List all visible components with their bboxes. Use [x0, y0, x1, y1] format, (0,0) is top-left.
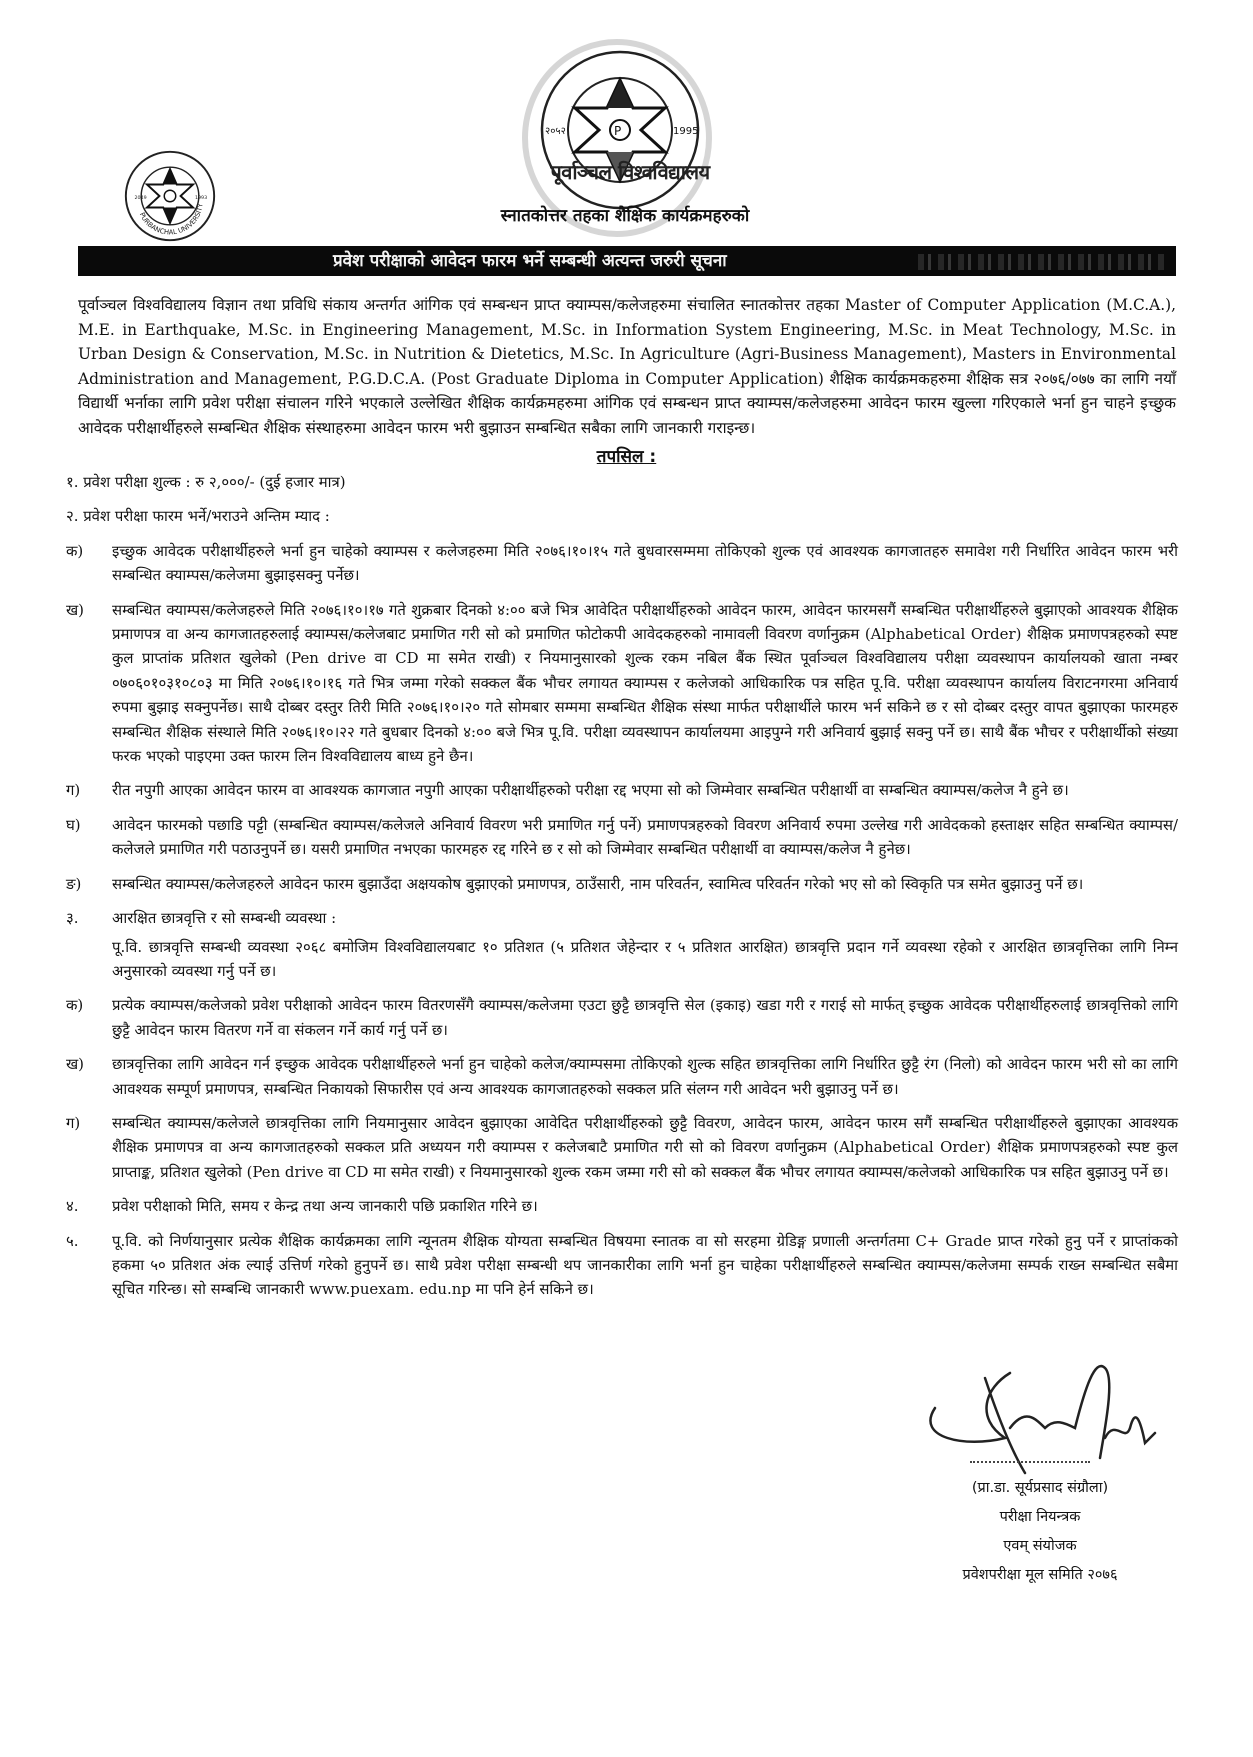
item-text: आवेदन फारमको पछाडि पट्टी (सम्बन्धित क्याम्पस/कलेजले अनिवार्य विवरण भरी प्रमाणित गर्नु पर्ने) प्रमाणपत्रहरुको विवरण अनिवार्य रुपमा उल्लेख गरी आवेदकको हस्ताक्षर सहित सम्बन्धित क्याम्पस/कलेजले प्रमाणित गरी पठाउनुपर्ने छ। यसरी प्रमाणित नभएका फारमहरु रद्द गरिने छ र सो को जिम्मेवार सम्बन्धित परीक्षार्थी वा क्याम्पस/कलेज नै हुनेछ।	[112, 815, 1178, 859]
list-item	[66, 1229, 1178, 1302]
item-marker: ङ)	[66, 874, 82, 893]
item-text: रीत नपुगी आएका आवेदन फारम वा आवश्यक कागजात नपुगी आएका परीक्षार्थीहरुको परीक्षा रद्द भएमा सो को जिम्मेवार सम्बन्धित परीक्षार्थी वा सम्बन्धित क्याम्पस/कलेज नै हुने छ।	[112, 781, 1069, 800]
notice-body	[66, 470, 1178, 1312]
list-item	[66, 1111, 1178, 1184]
item-marker: क)	[66, 541, 84, 560]
seal-university-name: पूर्वाञ्चल विश्वविद्यालय	[550, 160, 710, 184]
signature-line	[970, 1461, 1090, 1463]
list-item	[66, 813, 1178, 862]
item-text: सम्बन्धित क्याम्पस/कलेजहरुले मिति २०७६।१०।१७ गते शुक्रबार दिनको ४:०० बजे भित्र आवेदित परीक्षार्थीहरुको आवेदन फारम, आवेदन फारमसगैं सम्बन्धित परीक्षार्थीहरुले बुझाएको आवश्यक शैक्षिक प्रमाणपत्र वा अन्य कागजातहरुलाई क्याम्पस/कलेजबाट प्रमाणित गरी सो को प्रमाणित फोटोकपी आवेदकहरुको नामावली विवरण वर्णानुक्रम (Alphabetical Order) शैक्षिक प्रमाणपत्रहरुको स्पष्ट कुल प्राप्तांक प्रतिशत खुलेको (Pen drive वा CD मा समेत राखी) र नियमानुसारको शुल्क रकम नबिल बैंक स्थित पूर्वाञ्चल विश्वविद्यालय परीक्षा व्यवस्थापन कार्यालयको खाता नम्बर ०७०६०१०३१०८०३ मा मिति २०७६।१०।१६ गते भित्र जम्मा गरेको सक्कल बैंक भौचर लगायत क्याम्पस र कलेजको आधिकारिक पत्र सहित पू.वि. परीक्षा व्यवस्थापन कार्यालय विराटनगरमा अनिवार्य रुपमा बुझाइ सक्नुपर्नेछ। साथै दोब्बर दस्तुर तिरी मिति २०७६।१०।२० गते सोमबार सम्ममा सम्बन्धित शैक्षिक संस्था मार्फत परीक्षार्थीले फारम भर्न सकिने छ र सो दोब्बर दस्तुर वापत बुझाएका फारमहरु सम्बन्धित शैक्षिक संस्थाले मिति २०७६।१०।२२ गते बुधबार दिनको ४:०० बजे भित्र पू.वि. परीक्षा व्यवस्थापन कार्यालयमा आइपुग्ने गरी अनिवार्य बुझाई सक्नु पर्ने छ। साथै बैंक भौचर र परीक्षार्थीको संख्या फरक भएको पाइएमा उक्त फारम लिन विश्वविद्यालय बाध्य हुने छैन।	[112, 600, 1178, 766]
svg-text:1993: 1993	[194, 195, 208, 201]
item-marker: ख)	[66, 1055, 84, 1074]
item-marker: ग)	[66, 1113, 81, 1132]
item-marker: ३.	[66, 909, 79, 928]
svg-text:1995: 1995	[673, 126, 699, 137]
list-item-scholarship	[66, 906, 1178, 930]
item-text: पू.वि. को निर्णयानुसार प्रत्येक शैक्षिक कार्यक्रमका लागि न्यूनतम शैक्षिक योग्यता सम्बन्धित विषयमा स्नातक वा सो सरहमा ग्रेडिङ्ग प्रणाली अन्तर्गतमा C+ Grade प्राप्त गरेको हुनु पर्ने र प्राप्तांकको हकमा ५० प्रतिशत अंक ल्याई उत्तिर्ण गरेको हुनुपर्ने छ। साथै प्रवेश परीक्षा सम्बन्धी थप जानकारीका लागि भर्ना हुन चाहेका परीक्षार्थीहरुले सम्बन्धित क्याम्पस/कलेजमा सम्पर्क राख्न सम्बन्धित सबैमा सूचित गरिन्छ। सो सम्बन्धि जानकारी www.puexam. edu.np मा पनि हेर्न सकिने छ।	[112, 1231, 1178, 1299]
item-text: प्रत्येक क्याम्पस/कलेजको प्रवेश परीक्षाको आवेदन फारम वितरणसँगै क्याम्पस/कलेजमा एउटा छुट्टै छात्रवृत्ति सेल (इकाइ) खडा गरी र गराई सो मार्फत् इच्छुक आवेदक परीक्षार्थीहरुलाई छात्रवृत्तिको लागि छुट्टै आवेदन फारम वितरण गर्ने वा संकलन गर्ने कार्य गर्नु पर्ने छ।	[112, 996, 1178, 1039]
signatory-role: एवम् संयोजक	[1003, 1538, 1077, 1554]
details-heading: तपसिल :	[596, 447, 657, 467]
item-marker: क)	[66, 996, 84, 1015]
list-item	[66, 1194, 1178, 1218]
list-item	[66, 993, 1178, 1042]
scholarship-intro: पू.वि. छात्रवृत्ति सम्बन्धी व्यवस्था २०६८ बमोजिम विश्वविद्यालयबाट १० प्रतिशत (५ प्रतिशत जेहेन्दार र ५ प्रतिशत आरक्षित) छात्रवृत्ति प्रदान गर्ने व्यवस्था रहेको र आरक्षित छात्रवृत्तिका लागि निम्न अनुसारको व्यवस्था गर्नु पर्ने छ।	[112, 937, 1178, 980]
intro-paragraph: पूर्वाञ्चल विश्वविद्यालय विज्ञान तथा प्रविधि संकाय अन्तर्गत आंगिक एवं सम्बन्धन प्राप्त क्याम्पस/कलेजहरुमा संचालित स्नातकोत्तर तहका Master of Computer Application (M.C.A.), M.E. in Earthquake, M.Sc. in Engineering Management, M.Sc. in Information System Engineering, M.Sc. in Meat Technology, M.Sc. in Urban Design & Conservation, M.Sc. in Nutrition & Dietetics, M.Sc. In Agriculture (Agri-Business Management), Masters in Environmental Administration and Management, P.G.D.C.A. (Post Graduate Diploma in Computer Application) शैक्षिक कार्यक्रमकहरुमा शैक्षिक सत्र २०७६/०७७ का लागि नयाँ विद्यार्थी भर्नाका लागि प्रवेश परीक्षा संचालन गरिने भएकाले उल्लेखित शैक्षिक कार्यक्रमहरुमा आंगिक एवं सम्बन्धन प्राप्त क्याम्पस/कलेजहरुमा आवेदन फारम खुल्ला गरिएकाले भर्ना हुन चाहने इच्छुक आवेदक परीक्षार्थीहरुले सम्बन्धित शैक्षिक संस्थाहरुमा आवेदन फारम भरी बुझाउन सम्बन्धित सबैका लागि जानकारी गराइन्छ।	[78, 296, 1176, 437]
item-text: आरक्षित छात्रवृत्ति र सो सम्बन्धी व्यवस्था :	[112, 909, 337, 928]
list-item	[66, 872, 1178, 896]
list-item	[66, 598, 1178, 769]
item-fee: १. प्रवेश परीक्षा शुल्क : रु २,०००/- (दुई हजार मात्र)	[66, 473, 346, 491]
item-marker: ग)	[66, 781, 81, 800]
signature-icon	[915, 1348, 1175, 1488]
purbanchal-university-logo-icon	[122, 148, 218, 244]
signatory-name: (प्रा.डा. सूर्यप्रसाद संग्रौला)	[971, 1480, 1109, 1496]
item-text: इच्छुक आवेदक परीक्षार्थीहरुले भर्ना हुन चाहेको क्याम्पस र कलेजहरुमा मिति २०७६।१०।१५ गते बुधवारसम्ममा तोकिएको शुल्क एवं आवश्यक कागजातहरु समावेश गरी निर्धारित आवेदन फारम भरी सम्बन्धित क्याम्पस/कलेजमा बुझाइसक्नु पर्नेछ।	[112, 541, 1178, 585]
item-marker: ५.	[66, 1231, 79, 1250]
notice-title: प्रवेश परीक्षाको आवेदन फारम भर्ने सम्बन्धी अत्यन्त जरुरी सूचना	[333, 251, 727, 271]
item-marker: घ)	[66, 815, 81, 834]
item-text: सम्बन्धित क्याम्पस/कलेजले छात्रवृत्तिका लागि नियमानुसार आवेदन बुझाएका आवेदित परीक्षार्थीहरुको छुट्टै विवरण, आवेदन फारम, आवेदन फारम सगैं सम्बन्धित परीक्षार्थीहरुले बुझाएका आवश्यक शैक्षिक प्रमाणपत्र वा अन्य कागजातहरुको सक्कल प्रति अध्ययन गरी क्याम्पस र कलेजबाटै प्रमाणित गरी सो को विवरण वर्णानुक्रम (Alphabetical Order) शैक्षिक प्रमाणपत्रहरुको स्पष्ट कुल प्राप्ताङ्क, प्रतिशत खुलेको (Pen drive वा CD मा समेत राखी) र नियमानुसारको शुल्क रकम जम्मा गरी सो को सक्कल बैंक भौचर लगायत क्याम्पस/कलेजको आधिकारिक पत्र सहित बुझाउनु पर्ने छ।	[112, 1113, 1178, 1181]
item-text: प्रवेश परीक्षाको मिति, समय र केन्द्र तथा अन्य जानकारी पछि प्रकाशित गरिने छ।	[112, 1197, 538, 1216]
signatory-title: परीक्षा नियन्त्रक	[999, 1509, 1081, 1525]
svg-text:PURBANCHAL UNIVERSITY: PURBANCHAL UNIVERSITY	[137, 202, 205, 237]
banner-scan-artifact	[918, 254, 1168, 270]
sub-title: स्नातकोत्तर तहका शैक्षिक कार्यक्रमहरुको	[500, 206, 750, 226]
svg-text:2049: 2049	[134, 195, 147, 201]
item-deadline-title: २. प्रवेश परीक्षा फारम भर्ने/भराउने अन्तिम म्याद :	[66, 507, 330, 526]
signatory-committee: प्रवेशपरीक्षा मूल समिति २०७६	[962, 1567, 1118, 1583]
list-item	[66, 539, 1178, 588]
item-text: सम्बन्धित क्याम्पस/कलेजहरुले आवेदन फारम बुझाउँदा अक्षयकोष बुझाएको प्रमाणपत्र, ठाउँसारी, नाम परिवर्तन, स्वामित्व परिवर्तन गरेको भए सो को स्विकृति पत्र समेत बुझाउनु पर्ने छ।	[112, 874, 1084, 893]
svg-text:२०५२: २०५२	[545, 126, 566, 137]
list-item	[66, 778, 1178, 802]
item-marker: ख)	[66, 600, 84, 619]
item-marker: ४.	[66, 1197, 79, 1216]
svg-text:P: P	[614, 124, 622, 138]
item-text: छात्रवृत्तिका लागि आवेदन गर्न इच्छुक आवेदक परीक्षार्थीहरुले भर्ना हुन चाहेको कलेज/क्याम्पसमा तोकिएको शुल्क सहित छात्रवृत्तिका लागि निर्धारित छुट्टै रंग (निलो) को आवेदन फारम भरी सो का लागि आवश्यक सम्पूर्ण प्रमाणपत्र, सम्बन्धित निकायको सिफारीस एवं अन्य आवश्यक कागजातहरुको सक्कल प्रति संलग्न गरी आवेदन भरी बुझाउनु पर्ने छ।	[112, 1055, 1178, 1098]
notice-title-banner	[78, 246, 1176, 276]
signature-block	[880, 1474, 1200, 1590]
list-item	[66, 1052, 1178, 1101]
